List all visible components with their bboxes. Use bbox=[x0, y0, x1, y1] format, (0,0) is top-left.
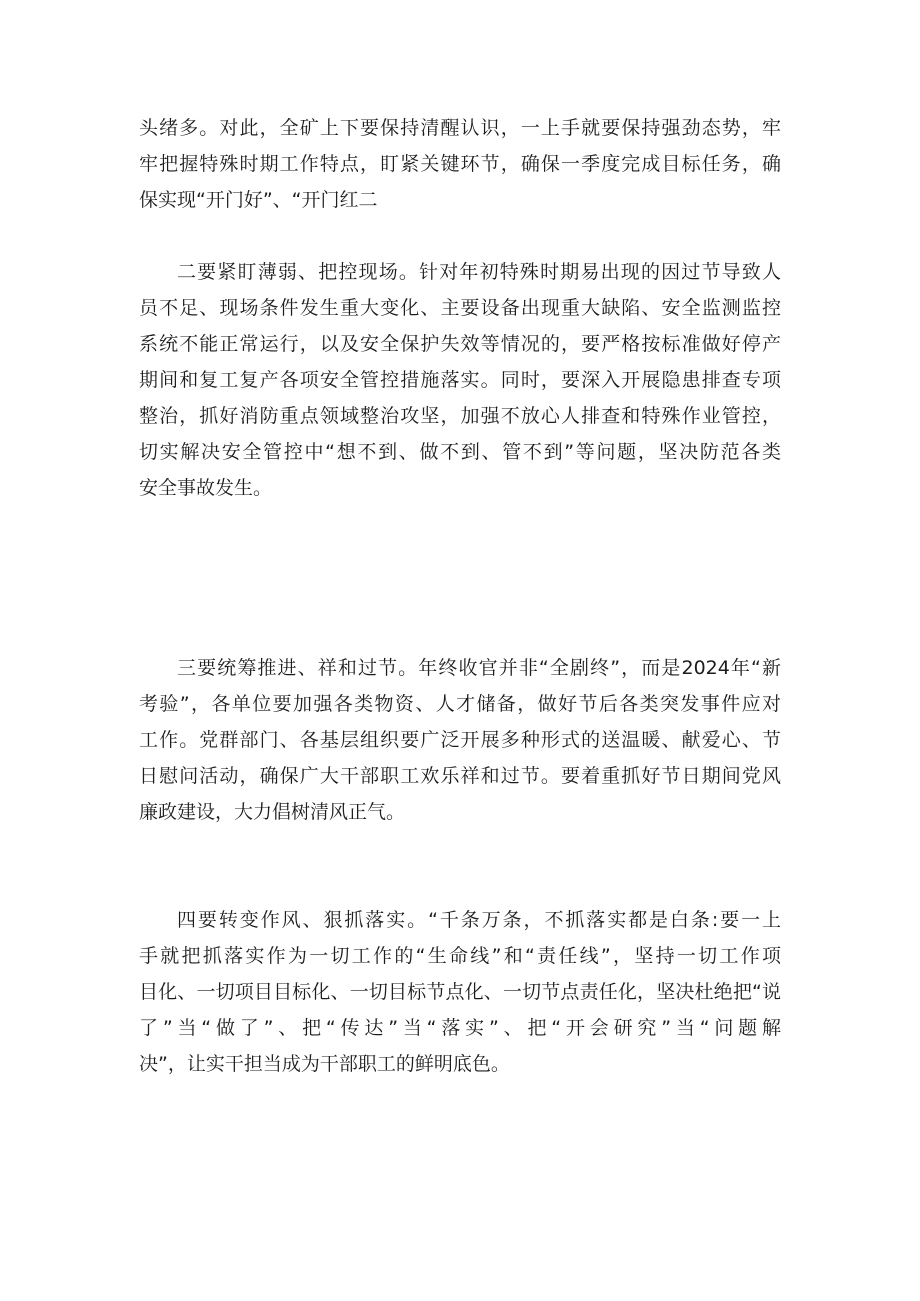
paragraph-2 bbox=[139, 254, 781, 506]
paragraph-3 bbox=[139, 650, 781, 830]
paragraph-line: 安全事故发生。 bbox=[139, 477, 273, 499]
paragraph-line: 考验”，各单位要加强各类物资、人才储备，做好节后各类突发事件应对 bbox=[139, 693, 781, 715]
paragraph-line: 廉政建设，大力倡树清风正气。 bbox=[139, 801, 406, 823]
paragraph-line: 了”当“做了”、把“传达”当“落实”、把“开会研究”当“问题解 bbox=[139, 1017, 781, 1039]
paragraph-line: 日慰问活动，确保广大干部职工欢乐祥和过节。要着重抓好节日期间党风 bbox=[139, 765, 781, 787]
paragraph-line: 系统不能正常运行，以及安全保护失效等情况的，要严格按标准做好停产 bbox=[139, 333, 781, 355]
paragraph-line: 二要紧盯薄弱、把控现场。针对年初特殊时期易出现的因过节导致人 bbox=[177, 261, 781, 283]
paragraph-line: 工作。党群部门、各基层组织要广泛开展多种形式的送温暖、献爱心、节 bbox=[139, 729, 781, 751]
paragraph-line: 期间和复工复产各项安全管控措施落实。同时，要深入开展隐患排查专项 bbox=[139, 369, 781, 391]
paragraph-line: 切实解决安全管控中“想不到、做不到、管不到”等问题，坚决防范各类 bbox=[139, 441, 781, 463]
paragraph-1 bbox=[139, 110, 781, 218]
paragraph-line: 整治，抓好消防重点领域整治攻坚，加强不放心人排查和特殊作业管控， bbox=[139, 405, 781, 427]
paragraph-line: 三要统筹推进、祥和过节。年终收官并非“全剧终”，而是2024年“新 bbox=[177, 657, 781, 679]
paragraph-line: 决”，让实干担当成为干部职工的鲜明底色。 bbox=[139, 1053, 510, 1075]
paragraph-line: 保实现“开门好”、“开门红二 bbox=[139, 189, 378, 211]
paragraph-line: 目化、一切项目目标化、一切目标节点化、一切节点责任化，坚决杜绝把“说 bbox=[139, 981, 781, 1003]
paragraph-4 bbox=[139, 902, 781, 1082]
paragraph-line: 四要转变作风、狠抓落实。“千条万条，不抓落实都是白条:要一上 bbox=[177, 909, 781, 931]
paragraph-line: 牢把握特殊时期工作特点，盯紧关键环节，确保一季度完成目标任务，确 bbox=[139, 153, 781, 175]
paragraph-line: 员不足、现场条件发生重大变化、主要设备出现重大缺陷、安全监测监控 bbox=[139, 297, 781, 319]
paragraph-line: 手就把抓落实作为一切工作的“生命线”和“责任线”，坚持一切工作项 bbox=[139, 945, 781, 967]
paragraph-line: 头绪多。对此，全矿上下要保持清醒认识，一上手就要保持强劲态势，牢 bbox=[139, 117, 781, 139]
